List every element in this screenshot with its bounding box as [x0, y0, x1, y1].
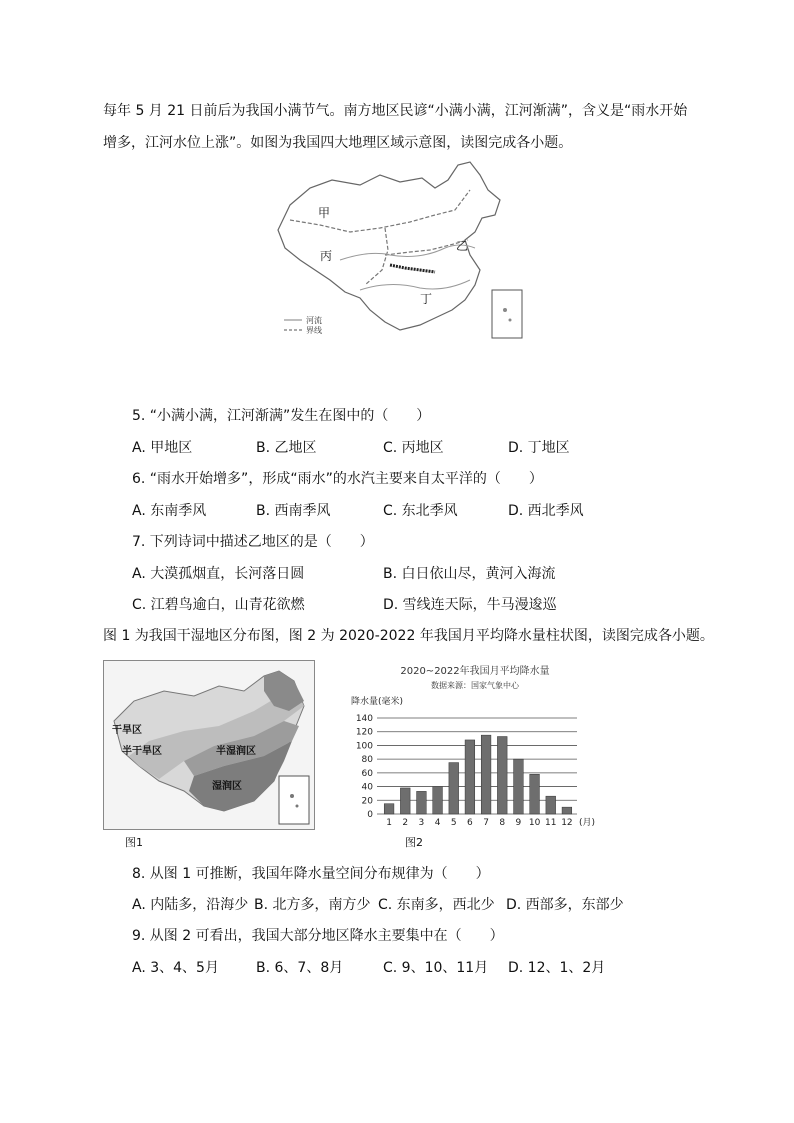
q5-option-d[interactable]: D. 丁地区 [508, 440, 570, 456]
q8-option-b[interactable]: B. 北方多，南方少 [254, 897, 371, 913]
figure-2-chart [345, 662, 605, 832]
figure-2-caption: 图2 [405, 836, 423, 849]
zone-label-semi-humid: 半湿润区 [216, 746, 256, 757]
region-label-ding: 丁 [420, 292, 433, 306]
legend-river-label: 河流 [306, 316, 322, 325]
y-tick-label: 20 [361, 796, 373, 807]
zone-label-arid: 干旱区 [112, 725, 142, 736]
q8-option-a[interactable]: A. 内陆多，沿海少 [132, 897, 249, 913]
y-tick-label: 80 [361, 755, 373, 766]
q9-option-b[interactable]: B. 6、7、8月 [256, 960, 344, 976]
zone-label-humid: 湿润区 [212, 781, 242, 792]
bar-month-8 [497, 737, 507, 814]
x-tick-label: 11 [545, 818, 557, 828]
q7-option-c[interactable]: C. 江碧鸟逾白，山青花欲燃 [132, 597, 305, 613]
q8-option-d[interactable]: D. 西部多，东部少 [506, 897, 624, 913]
intro-line-2: 增多，江河水位上涨”。如图为我国四大地理区域示意图，读图完成各小题。 [103, 135, 573, 151]
four-regions-map [270, 160, 530, 370]
x-tick-label: 1 [386, 818, 392, 828]
x-tick-label: 12 [561, 818, 573, 828]
q8-option-c[interactable]: C. 东南多，西北少 [378, 897, 495, 913]
q5-option-a[interactable]: A. 甲地区 [132, 440, 193, 456]
bar-month-3 [417, 791, 427, 814]
region-label-yi: 乙 [456, 239, 469, 253]
q7-option-d[interactable]: D. 雪线连天际，牛马漫逡巡 [383, 597, 557, 613]
q7-option-b[interactable]: B. 白日依山尽，黄河入海流 [383, 566, 556, 582]
chart-subtitle: 数据来源：国家气象中心 [431, 681, 519, 690]
x-axis-label: (月) [579, 818, 596, 828]
q9-option-d[interactable]: D. 12、1、2月 [508, 960, 606, 976]
question-7-stem: 7. 下列诗词中描述乙地区的是（ ） [132, 534, 374, 550]
q5-option-c[interactable]: C. 丙地区 [383, 440, 444, 456]
bar-month-10 [530, 774, 540, 814]
y-axis-label: 降水量(毫米) [351, 697, 404, 707]
intro-2: 图 1 为我国干湿地区分布图，图 2 为 2020-2022 年我国月平均降水量柱状图，读图完成各小题。 [103, 628, 714, 644]
q6-option-c[interactable]: C. 东北季风 [383, 503, 458, 519]
y-tick-label: 100 [355, 741, 373, 752]
question-9-stem: 9. 从图 2 可看出，我国大部分地区降水主要集中在（ ） [132, 928, 504, 944]
x-tick-label: 5 [450, 818, 457, 828]
figure-1-caption: 图1 [125, 836, 143, 849]
q6-option-b[interactable]: B. 西南季风 [256, 503, 331, 519]
bar-month-4 [433, 787, 443, 814]
y-tick-label: 60 [361, 768, 373, 779]
x-tick-label: 7 [483, 818, 489, 828]
x-tick-label: 2 [402, 818, 409, 828]
chart-title: 2020~2022年我国月平均降水量 [400, 666, 550, 677]
bar-month-2 [400, 788, 410, 814]
region-label-jia: 甲 [318, 206, 331, 220]
legend-border-label: 界线 [306, 326, 322, 335]
bar-month-12 [562, 807, 572, 814]
x-tick-label: 8 [499, 818, 506, 828]
bar-month-11 [546, 796, 556, 814]
question-5-stem: 5. “小满小满，江河渐满”发生在图中的（ ） [132, 408, 431, 424]
question-6-stem: 6. “雨水开始增多”，形成“雨水”的水汽主要来自太平洋的（ ） [132, 471, 543, 487]
x-tick-label: 9 [515, 818, 522, 828]
bar-month-5 [449, 763, 459, 814]
x-tick-label: 3 [418, 818, 425, 828]
y-tick-label: 40 [361, 782, 373, 793]
y-tick-label: 120 [355, 727, 373, 738]
intro-line-1: 每年 5 月 21 日前后为我国小满节气。南方地区民谚“小满小满，江河渐满”，含义是“雨水开始 [103, 103, 688, 119]
figure-1-map [103, 660, 315, 830]
q6-option-d[interactable]: D. 西北季风 [508, 503, 584, 519]
x-tick-label: 6 [467, 818, 473, 828]
q6-option-a[interactable]: A. 东南季风 [132, 503, 207, 519]
q5-option-b[interactable]: B. 乙地区 [256, 440, 317, 456]
y-tick-label: 140 [355, 714, 373, 724]
bar-month-9 [514, 759, 524, 814]
q9-option-c[interactable]: C. 9、10、11月 [383, 960, 489, 976]
q9-option-a[interactable]: A. 3、4、5月 [132, 960, 219, 976]
zone-label-semi-arid: 半干旱区 [122, 746, 162, 757]
y-tick-label: 0 [367, 810, 373, 820]
x-tick-label: 4 [434, 818, 441, 828]
q7-option-a[interactable]: A. 大漠孤烟直，长河落日圆 [132, 566, 305, 582]
bar-month-1 [384, 804, 394, 814]
bar-month-6 [465, 740, 475, 814]
question-8-stem: 8. 从图 1 可推断，我国年降水量空间分布规律为（ ） [132, 866, 490, 882]
x-tick-label: 10 [528, 818, 541, 828]
region-label-bing: 丙 [320, 249, 333, 263]
bar-month-7 [481, 735, 491, 814]
